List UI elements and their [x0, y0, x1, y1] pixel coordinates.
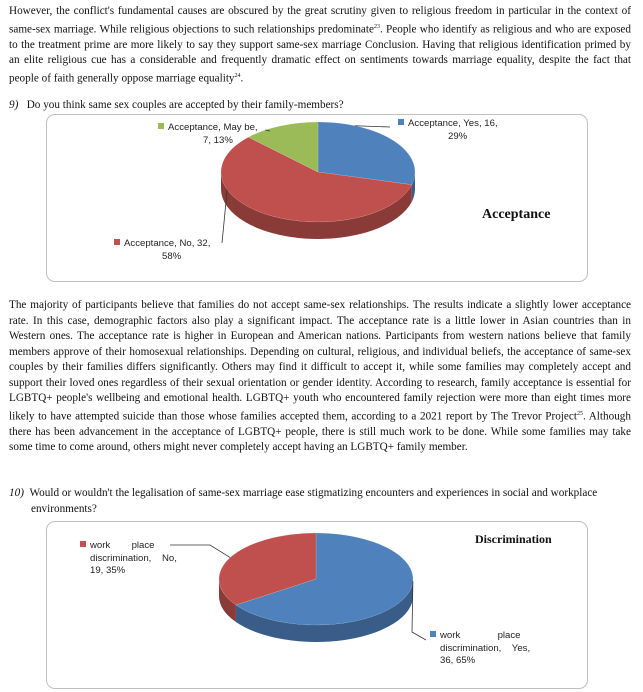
question-9: 9) Do you think same sex couples are accepted by their family-members? [9, 99, 344, 111]
legend-discrimination-yes: work place discrimination, Yes, 36, 65% [430, 630, 580, 668]
paragraph-discussion: The majority of participants believe that families do not accept same-sex relationships. The results indicate a slightly lower acceptance rate. In this case, demographic factors also play a significant impact. The acceptance rate is a little lower in Asian countries than in Western ones. The acceptance rate is higher in European and American nations. Participants from western nations believe that family members approve of their homosexual relationships. Depending on cultural, religious, and individual beliefs, the acceptance of same-sex couples by their families differs significantly. Others may find it difficult to accept it, while some families may completely accept and support their loved ones regardless of their sexual orientation or gender identity. According to research, family acceptance is essential for LGBTQ+ people's wellbeing and emotional health. LGBTQ+ youth who encountered family rejection were more than eight times more likely to have attempted suicide than those whose families accepted them, according to a 2021 report by The Trevor Project$^{25}$. Although there has been advancement in the acceptance of LGBTQ+ people, there is still much work to be done. While some families may take some time to come around, others might never completely accept having an LGBTQ+ family member. [9, 299, 631, 454]
paragraph-intro: However, the conflict's fundamental causes are obscured by the great scrutiny given to religious freedom in particular in the context of same-sex marriage. While religious objections to such relationships predominate$^{23}$. People who identify as religious and who are exposed to the treatment prime are more likely to say they support same-sex marriage Conclusion. Having that religious identification primed by an elite religious cue has a considerable and frequently dramatic effect on sentiments towards marriage equality, despite the fact that people of faith generally oppose marriage equality$^{24}$. [9, 5, 631, 85]
legend-maybe: Acceptance, May be, 7, 13% [158, 122, 258, 147]
discrimination-leader-1 [412, 581, 426, 640]
chart-discrimination-title: Discrimination [475, 532, 552, 546]
legend-yes: Acceptance, Yes, 16, 29% [398, 118, 498, 143]
legend-discrimination-no-swatch [80, 541, 86, 547]
legend-discrimination-yes-swatch [430, 631, 436, 637]
legend-discrimination-no: work place discrimination, No, 19, 35% [80, 540, 220, 578]
legend-no: Acceptance, No, 32, 58% [114, 238, 210, 263]
question-10: 10) Would or wouldn't the legalisation of same-sex marriage ease stigmatizing encounters and experiences in social and workplace environments? [9, 487, 598, 515]
chart-acceptance-title: Acceptance [482, 207, 551, 222]
